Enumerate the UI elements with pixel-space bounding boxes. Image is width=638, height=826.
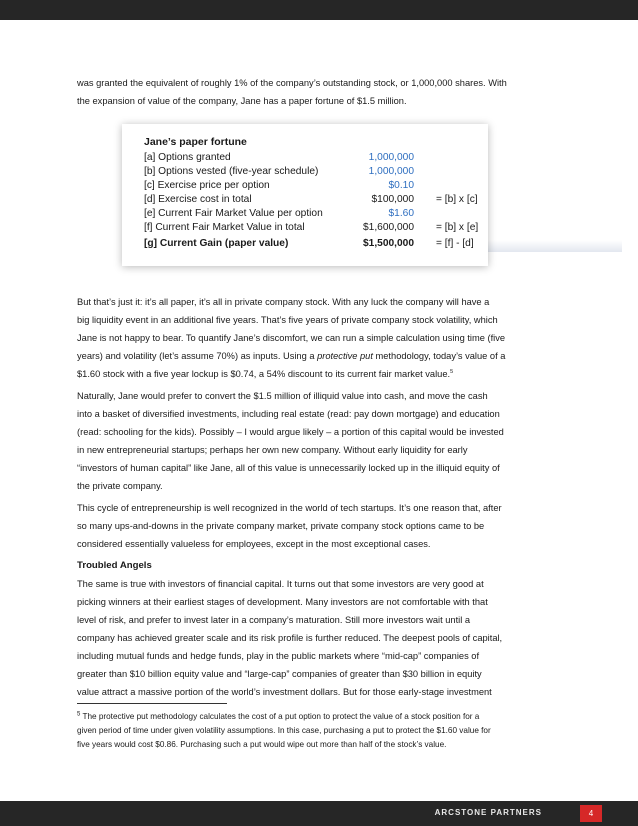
footnote-line: given period of time under given volatility assumptions. In this case, purchasing a put to protect the $1.60 value for [77, 726, 491, 735]
paragraph-entrepreneurship [77, 499, 567, 553]
page-body [77, 74, 567, 110]
intro-line: was granted the equivalent of roughly 1% of the company’s outstanding stock, or 1,000,000 shares. With [77, 78, 507, 88]
paragraph-liquidity [77, 387, 567, 495]
text-line: so many ups-and-downs in the private company market, private company stock options came to be [77, 521, 485, 531]
text-line: “investors of human capital” like Jane, all of this value is unnecessarily locked up in the illiquid equity of [77, 463, 500, 473]
text-line: picking winners at their earliest stages of development. Many investors are not comfortable with that [77, 597, 488, 607]
footnote [77, 710, 567, 752]
intro-line: the expansion of value of the company, Jane has a paper fortune of $1.5 million. [77, 96, 407, 106]
emphasis-text: protective put [317, 351, 373, 361]
text-line: $1.60 stock with a five year lockup is $0.74, a 54% discount to its current fair market value. [77, 369, 451, 379]
footer-bar [0, 801, 638, 826]
paragraph-protective-put [77, 293, 567, 383]
page-number: 4 [580, 805, 602, 822]
row-value: 1,000,000 [368, 152, 414, 163]
row-formula: = [f] - [d] [436, 238, 474, 249]
row-label: [f] Current Fair Market Value in total [144, 222, 305, 233]
figure-row [144, 222, 484, 235]
row-label: [d] Exercise cost in total [144, 194, 252, 205]
footnote-ref[interactable]: 5 [450, 368, 454, 375]
footnote-number: 5 [77, 711, 81, 718]
text-line: value attract a massive portion of the world’s investment dollars. But for those early-stage investment [77, 687, 492, 697]
text-line: including mutual funds and hedge funds, play in the public markets where “mid-cap” companies of [77, 651, 480, 661]
paper-fortune-figure [122, 124, 492, 272]
text-line: Naturally, Jane would prefer to convert the $1.5 million of illiquid value into cash, and move the cash [77, 391, 488, 401]
section-heading: Troubled Angels [77, 560, 152, 571]
figure-row-total [144, 238, 484, 251]
text-line: (read: schooling for the kids). Possibly – I would argue likely – a portion of this capital would be invested [77, 427, 504, 437]
figure-row [144, 180, 414, 193]
intro-paragraph [77, 74, 567, 110]
text-line: the private company. [77, 481, 163, 491]
row-value: 1,000,000 [368, 166, 414, 177]
row-label: [b] Options vested (five-year schedule) [144, 166, 319, 177]
footnote-divider [77, 703, 227, 704]
figure-row [144, 152, 414, 165]
row-value: $0.10 [388, 180, 414, 191]
text-line: into a basket of diversified investments, including real estate (read: pay down mortgage) and education [77, 409, 500, 419]
row-label: [a] Options granted [144, 152, 231, 163]
brand-name: ARCSTONE PARTNERS [434, 808, 542, 817]
page-body-continued [77, 293, 567, 701]
text-line: greater than $10 billion equity value and “large-cap” companies of greater than $30 billion in equity [77, 669, 482, 679]
row-value: $1.60 [388, 208, 414, 219]
text-line: company has achieved greater scale and its risk profile is further reduced. The deepest pools of capital, [77, 633, 503, 643]
footnote-line: The protective put methodology calculates the cost of a put option to protect the value of a stock position for a [80, 712, 480, 721]
text-line: Jane is not happy to bear. To quantify Jane’s discomfort, we can run a simple calculation using time (five [77, 333, 506, 343]
figure-row [144, 208, 414, 221]
text-line: big liquidity event in an additional five years. That’s five years of private company stock volatility, which [77, 315, 498, 325]
text-line: level of risk, and prefer to invest later in a company’s maturation. Still more investors wait until a [77, 615, 471, 625]
figure-title: Jane’s paper fortune [144, 136, 247, 148]
text-line: The same is true with investors of financial capital. It turns out that some investors are very good at [77, 579, 484, 589]
paragraph-troubled-angels [77, 575, 567, 701]
row-value: $1,600,000 [363, 222, 414, 233]
row-value: $1,500,000 [363, 238, 414, 249]
footnote-line: five years would cost $0.86. Purchasing such a put would wipe out more than half of the stock’s value. [77, 740, 447, 749]
figure-row [144, 166, 414, 179]
row-label: [g] Current Gain (paper value) [144, 238, 289, 249]
text-line: years) and volatility (let’s assume 70%) as inputs. Using a [77, 351, 318, 361]
figure-edge [488, 240, 622, 252]
row-label: [c] Exercise price per option [144, 180, 270, 191]
figure-row [144, 194, 484, 207]
text-line: in new entrepreneurial startups; perhaps her own new company. Without early liquidity for early [77, 445, 468, 455]
row-label: [e] Current Fair Market Value per option [144, 208, 323, 219]
text-line: methodology, today’s value of a [372, 351, 506, 361]
row-formula: = [b] x [c] [436, 194, 478, 205]
row-value: $100,000 [371, 194, 414, 205]
text-line: This cycle of entrepreneurship is well recognized in the world of tech startups. It’s one reason that, after [77, 503, 502, 513]
row-formula: = [b] x [e] [436, 222, 479, 233]
text-line: But that’s just it: it’s all paper, it’s all in private company stock. With any luck the company will have a [77, 297, 490, 307]
top-bar [0, 0, 638, 20]
figure-image [122, 124, 488, 266]
text-line: considered essentially valueless for employees, except in the most exceptional cases. [77, 539, 431, 549]
